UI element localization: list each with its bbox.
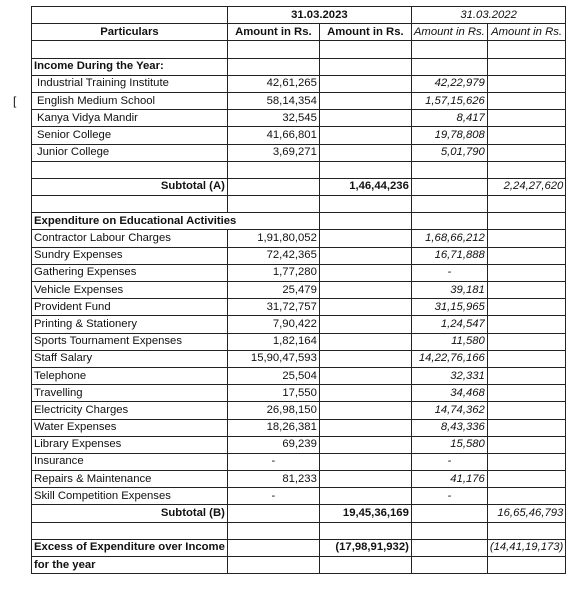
income-row-amount-previous: 1,57,15,626 — [411, 92, 487, 109]
expenditure-row — [32, 299, 566, 316]
expenditure-row-amount-previous: 14,74,362 — [411, 402, 487, 419]
expenditure-row-label: Gathering Expenses — [32, 264, 228, 281]
expenditure-row-amount-previous: 39,181 — [411, 282, 487, 299]
expenditure-row — [32, 282, 566, 299]
income-row-amount-current: 42,61,265 — [227, 75, 319, 92]
expenditure-row — [32, 230, 566, 247]
expenditure-title-row — [32, 213, 566, 230]
expenditure-row-label: Staff Salary — [32, 350, 228, 367]
income-row — [32, 110, 566, 127]
income-subtotal-current: 1,46,44,236 — [319, 178, 411, 195]
expenditure-row — [32, 333, 566, 350]
income-row-amount-previous: 5,01,790 — [411, 144, 487, 161]
expenditure-title: Expenditure on Educational Activities — [32, 213, 320, 230]
header-blank — [32, 7, 228, 24]
expenditure-row-amount-previous: - — [411, 488, 487, 505]
income-expenditure-table — [31, 6, 566, 574]
income-row-amount-previous: 8,417 — [411, 110, 487, 127]
expenditure-row-amount-previous: 32,331 — [411, 367, 487, 384]
header-particulars: Particulars — [32, 24, 228, 41]
income-row-amount-current: 3,69,271 — [227, 144, 319, 161]
header-amount-current-2: Amount in Rs. — [319, 24, 411, 41]
header-amount-previous-2: Amount in Rs. — [487, 24, 566, 41]
income-row-amount-current: 58,14,354 — [227, 92, 319, 109]
expenditure-row-label: Vehicle Expenses — [32, 282, 228, 299]
expenditure-row — [32, 402, 566, 419]
expenditure-row-amount-current: 25,479 — [227, 282, 319, 299]
income-row-amount-current: 41,66,801 — [227, 127, 319, 144]
income-row — [32, 144, 566, 161]
income-row — [32, 75, 566, 92]
income-row-label: Junior College — [32, 144, 228, 161]
expenditure-row-amount-previous: 1,68,66,212 — [411, 230, 487, 247]
expenditure-row-amount-previous: 16,71,888 — [411, 247, 487, 264]
header-amount-current-1: Amount in Rs. — [227, 24, 319, 41]
expenditure-row-amount-previous: 1,24,547 — [411, 316, 487, 333]
header-columns-row — [32, 24, 566, 41]
expenditure-row-amount-previous: 34,468 — [411, 385, 487, 402]
expenditure-row-label: Water Expenses — [32, 419, 228, 436]
expenditure-row — [32, 471, 566, 488]
expenditure-row — [32, 316, 566, 333]
table-body — [32, 7, 566, 574]
income-row-label: Industrial Training Institute — [32, 75, 228, 92]
expenditure-row — [32, 436, 566, 453]
expenditure-row-amount-current: - — [227, 453, 319, 470]
income-title-row — [32, 58, 566, 75]
income-subtotal-label: Subtotal (A) — [32, 178, 228, 195]
excess-row — [32, 539, 566, 556]
excess-label-continued: for the year — [32, 557, 228, 574]
spacer-row — [32, 522, 566, 539]
expenditure-row-amount-current: 7,90,422 — [227, 316, 319, 333]
header-date-row — [32, 7, 566, 24]
expenditure-subtotal-row — [32, 505, 566, 522]
expenditure-row — [32, 453, 566, 470]
income-row-amount-previous: 42,22,979 — [411, 75, 487, 92]
expenditure-row — [32, 385, 566, 402]
expenditure-row-amount-current: 81,233 — [227, 471, 319, 488]
expenditure-row-amount-current: 69,239 — [227, 436, 319, 453]
expenditure-row-label: Printing & Stationery — [32, 316, 228, 333]
excess-row-continued — [32, 557, 566, 574]
spacer-row — [32, 41, 566, 58]
expenditure-row-amount-current: 31,72,757 — [227, 299, 319, 316]
expenditure-row-label: Repairs & Maintenance — [32, 471, 228, 488]
excess-current: (17,98,91,932) — [319, 539, 411, 556]
expenditure-row-amount-current: 1,91,80,052 — [227, 230, 319, 247]
income-subtotal-previous: 2,24,27,620 — [487, 178, 566, 195]
header-date-previous: 31.03.2022 — [411, 7, 565, 24]
spacer-row — [32, 196, 566, 213]
income-row-label: Senior College — [32, 127, 228, 144]
expenditure-row-amount-current: 15,90,47,593 — [227, 350, 319, 367]
income-row-amount-current: 32,545 — [227, 110, 319, 127]
income-row-label: Kanya Vidya Mandir — [32, 110, 228, 127]
income-row — [32, 92, 566, 109]
expenditure-row-amount-current: - — [227, 488, 319, 505]
expenditure-row-amount-current: 1,82,164 — [227, 333, 319, 350]
expenditure-row-amount-previous: 15,580 — [411, 436, 487, 453]
expenditure-row-amount-previous: 8,43,336 — [411, 419, 487, 436]
expenditure-row-label: Sports Tournament Expenses — [32, 333, 228, 350]
expenditure-subtotal-previous: 16,65,46,793 — [487, 505, 566, 522]
expenditure-row-amount-previous: 41,176 — [411, 471, 487, 488]
expenditure-row-amount-previous: 14,22,76,166 — [411, 350, 487, 367]
income-row-amount-previous: 19,78,808 — [411, 127, 487, 144]
expenditure-row — [32, 367, 566, 384]
expenditure-row-label: Travelling — [32, 385, 228, 402]
expenditure-row-label: Insurance — [32, 453, 228, 470]
expenditure-row-amount-current: 25,504 — [227, 367, 319, 384]
income-row — [32, 127, 566, 144]
expenditure-row-amount-current: 1,77,280 — [227, 264, 319, 281]
income-subtotal-row — [32, 178, 566, 195]
stray-bracket-mark: [ — [13, 94, 17, 108]
expenditure-row-label: Telephone — [32, 367, 228, 384]
expenditure-row-amount-current: 26,98,150 — [227, 402, 319, 419]
expenditure-subtotal-current: 19,45,36,169 — [319, 505, 411, 522]
expenditure-row-amount-previous: - — [411, 264, 487, 281]
expenditure-row — [32, 419, 566, 436]
expenditure-row — [32, 488, 566, 505]
expenditure-row-label: Sundry Expenses — [32, 247, 228, 264]
spacer-row — [32, 161, 566, 178]
expenditure-row-amount-current: 17,550 — [227, 385, 319, 402]
expenditure-row-amount-current: 18,26,381 — [227, 419, 319, 436]
expenditure-row-amount-previous: 11,580 — [411, 333, 487, 350]
expenditure-row — [32, 264, 566, 281]
expenditure-row-amount-previous: 31,15,965 — [411, 299, 487, 316]
expenditure-row-label: Provident Fund — [32, 299, 228, 316]
expenditure-row-amount-current: 72,42,365 — [227, 247, 319, 264]
expenditure-row-label: Library Expenses — [32, 436, 228, 453]
expenditure-row-label: Contractor Labour Charges — [32, 230, 228, 247]
expenditure-row-label: Electricity Charges — [32, 402, 228, 419]
expenditure-row — [32, 350, 566, 367]
header-date-current: 31.03.2023 — [227, 7, 411, 24]
expenditure-row-label: Skill Competition Expenses — [32, 488, 228, 505]
header-amount-previous-1: Amount in Rs. — [411, 24, 487, 41]
expenditure-row-amount-previous: - — [411, 453, 487, 470]
excess-previous: (14,41,19,173) — [487, 539, 566, 556]
expenditure-subtotal-label: Subtotal (B) — [32, 505, 228, 522]
income-row-label: English Medium School — [32, 92, 228, 109]
income-title: Income During the Year: — [32, 58, 228, 75]
expenditure-row — [32, 247, 566, 264]
excess-label: Excess of Expenditure over Income — [32, 539, 228, 556]
